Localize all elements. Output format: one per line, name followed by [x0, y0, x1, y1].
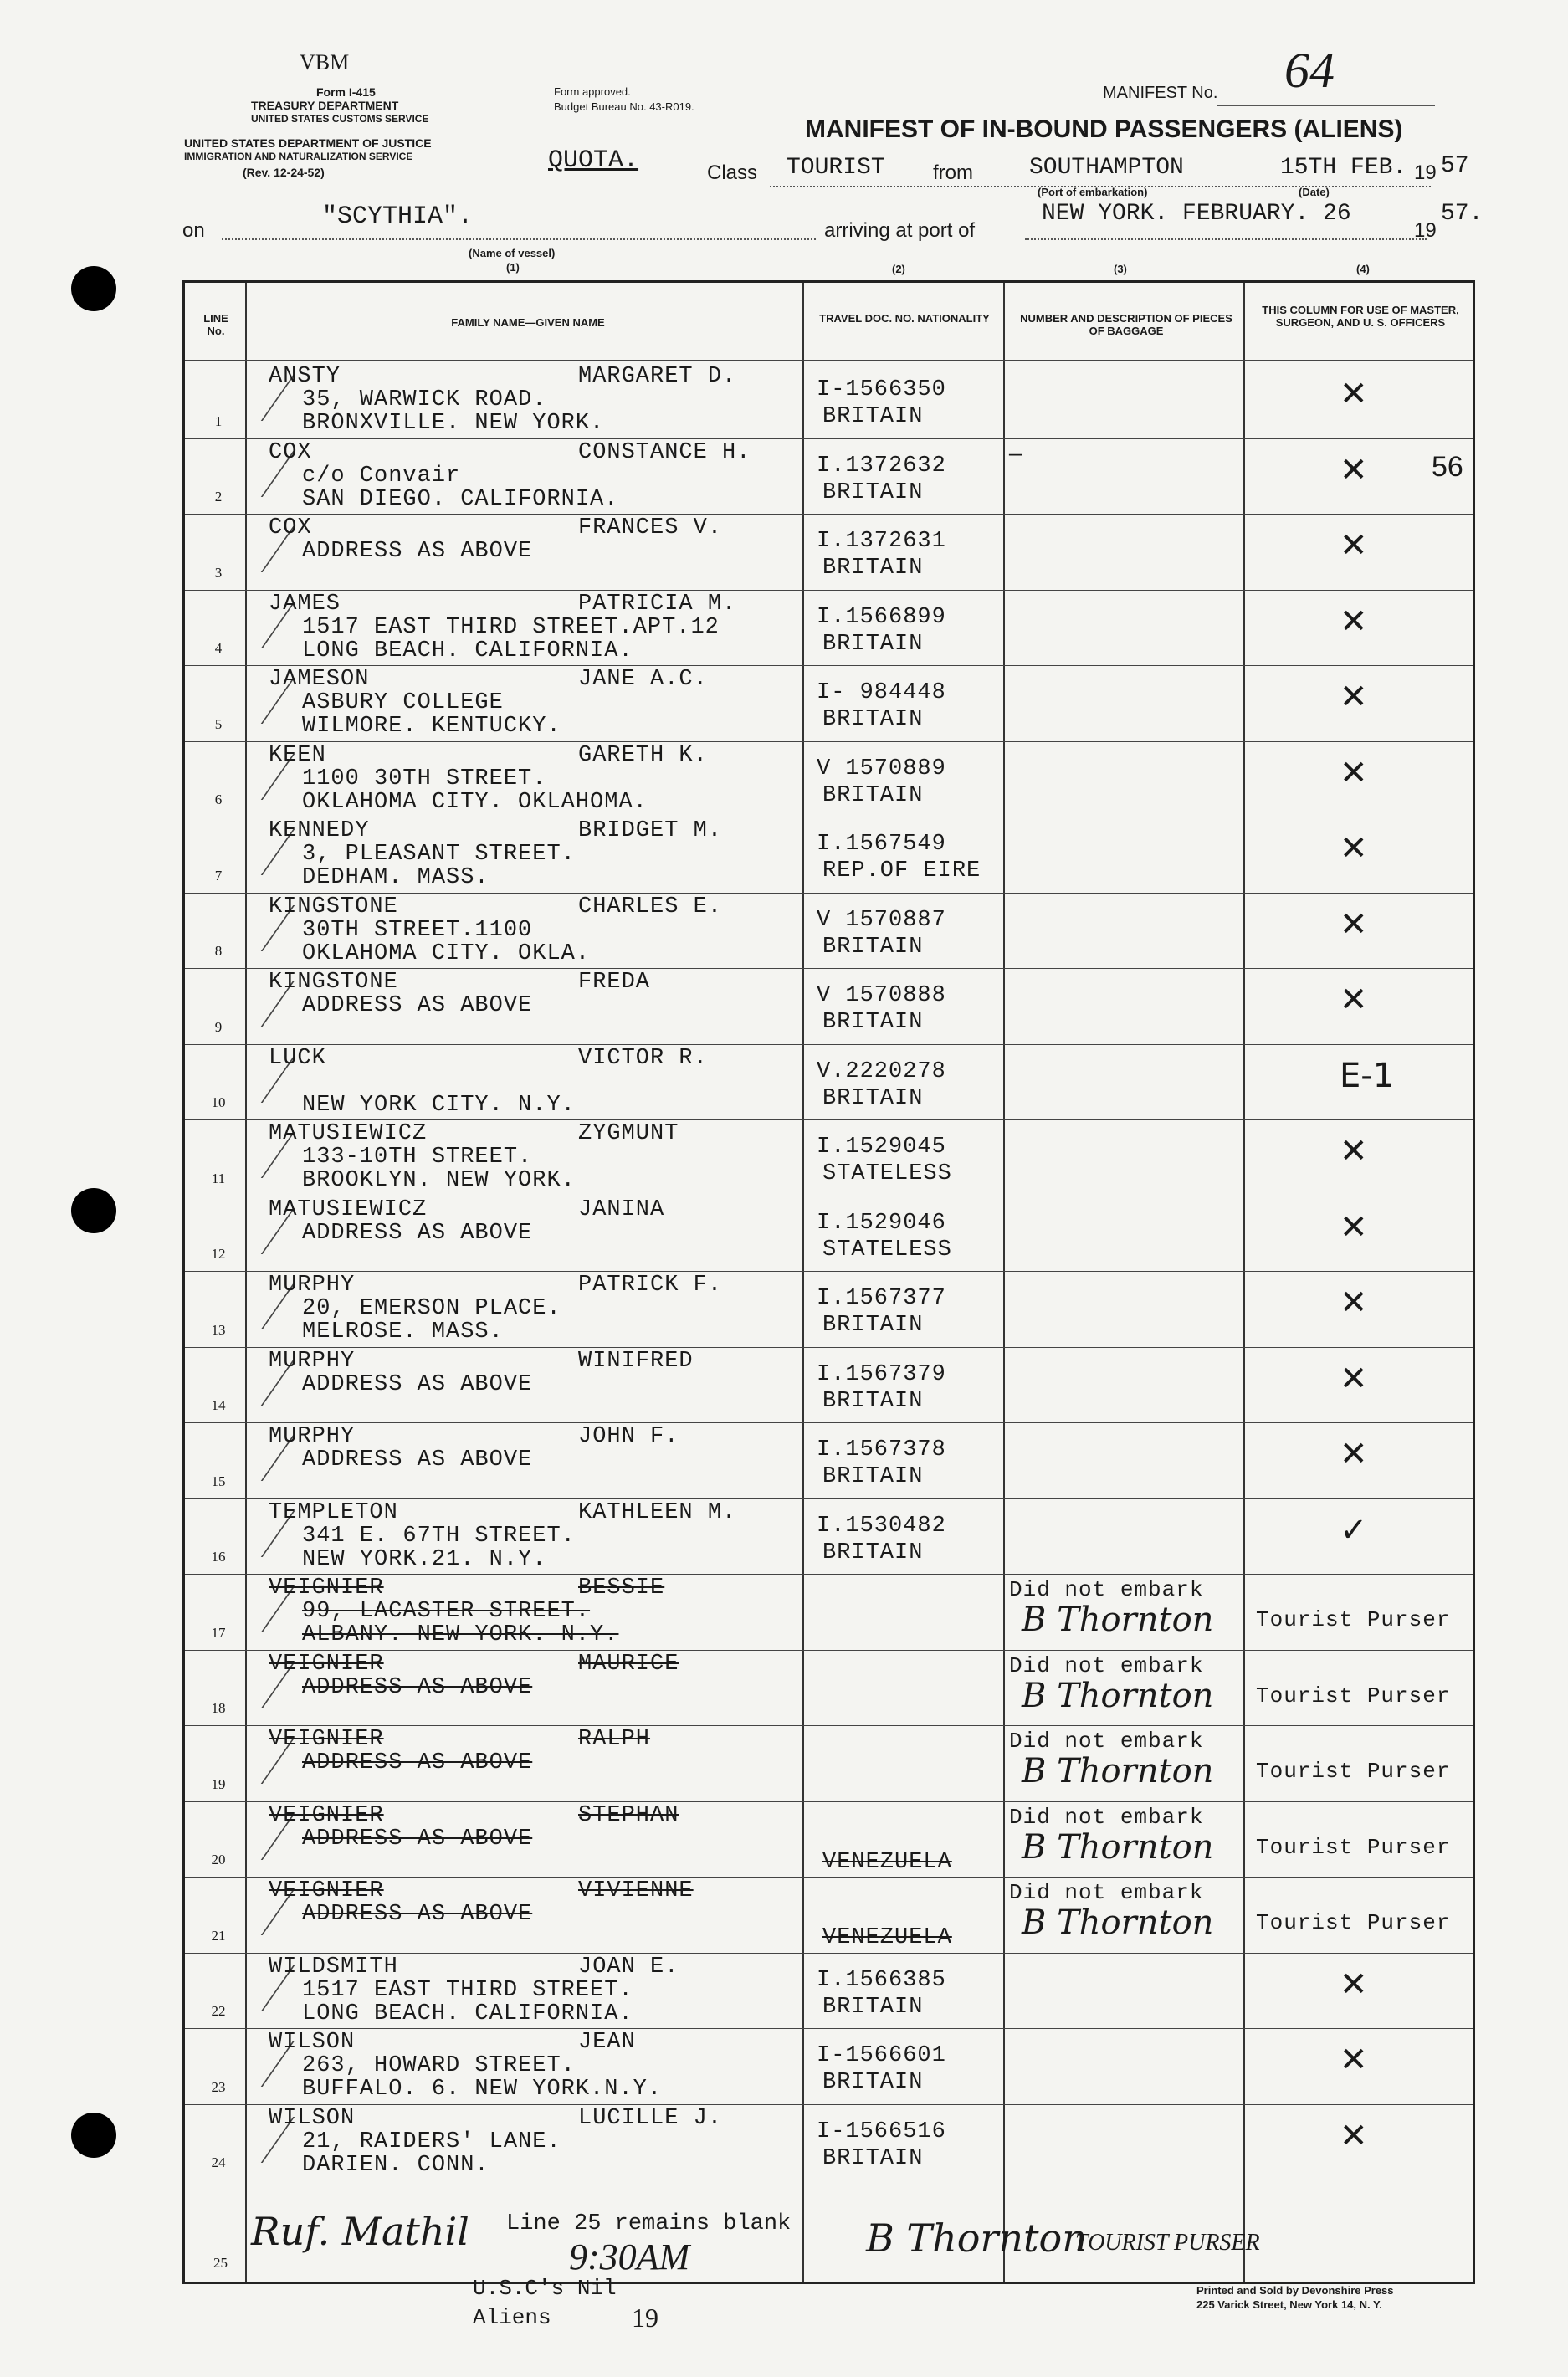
line-number: 9: [214, 1018, 223, 1035]
header-travel-doc: TRAVEL DOC. NO. NATIONALITY: [819, 312, 990, 325]
officer-mark: ✕: [1340, 753, 1368, 792]
header-underline: [185, 360, 1473, 361]
arrival-year-prefix: 19: [1414, 219, 1437, 242]
purser-signature: B Thornton: [1022, 1903, 1214, 1942]
given-name: PATRICIA M.: [578, 591, 737, 617]
given-name: MAURICE: [578, 1651, 679, 1677]
manifest-no-value: 64: [1284, 43, 1335, 98]
dept-customs: UNITED STATES CUSTOMS SERVICE: [251, 113, 429, 125]
travel-doc-number: V 1570889: [817, 756, 946, 781]
family-name: TEMPLETON: [269, 1499, 398, 1525]
officer-mark: Tourist Purser: [1256, 1607, 1451, 1632]
travel-doc-number: I.1567379: [817, 1361, 946, 1387]
col1-caption: (1): [506, 261, 520, 274]
printer-line-2: 225 Varick Street, New York 14, N. Y.: [1196, 2298, 1382, 2311]
officer-mark: ✕: [1340, 450, 1368, 489]
address-line-1: ADDRESS AS ABOVE: [302, 1902, 533, 1927]
from-label: from: [933, 161, 973, 184]
nationality: BRITAIN: [822, 1313, 924, 1338]
line-number: 17: [211, 1624, 226, 1641]
given-name: VIVIENNE: [578, 1878, 694, 1903]
manifest-no-underline: [1217, 105, 1435, 106]
line-number: 1: [214, 412, 223, 429]
address-line-1: 3, PLEASANT STREET.: [302, 842, 576, 867]
family-name: COX: [269, 515, 312, 540]
travel-doc-number: I.1372632: [817, 453, 946, 479]
family-name: VEIGNIER: [269, 1575, 384, 1601]
address-line-1: 1517 EAST THIRD STREET.APT.12: [302, 614, 720, 640]
header-officers: THIS COLUMN FOR USE OF MASTER, SURGEON, AND U. S. OFFICERS: [1262, 304, 1459, 329]
nationality: REP.OF EIRE: [822, 858, 981, 884]
travel-doc-number: I.1372631: [817, 529, 946, 554]
table-row: [185, 1801, 1473, 1878]
family-name: COX: [269, 439, 312, 465]
address-line-2: NEW YORK.21. N.Y.: [302, 1546, 547, 1572]
table-row: [185, 1650, 1473, 1726]
manifest-no-label: MANIFEST No.: [1103, 84, 1218, 102]
nationality: BRITAIN: [822, 1010, 924, 1035]
address-line-2: BROOKLYN. NEW YORK.: [302, 1168, 576, 1193]
family-name: VEIGNIER: [269, 1651, 384, 1677]
line-number: 16: [211, 1549, 226, 1565]
travel-doc-number: I-1566516: [817, 2118, 946, 2144]
family-name: KENNEDY: [269, 818, 370, 843]
line-number: 10: [211, 1094, 226, 1110]
date-caption: (Date): [1299, 186, 1330, 198]
family-name: MURPHY: [269, 1424, 356, 1449]
table-row: [185, 893, 1473, 969]
baggage-note: —: [1009, 441, 1023, 467]
examiner-signature: Ruf. Mathil: [251, 2209, 469, 2254]
family-name: MATUSIEWICZ: [269, 1121, 428, 1146]
table-row: [185, 817, 1473, 893]
table-row: [185, 1877, 1473, 1953]
table-row: [185, 741, 1473, 817]
nationality: BRITAIN: [822, 1539, 924, 1565]
vessel-name: "SCYTHIA".: [322, 202, 474, 231]
address-line-1: 30TH STREET.1100: [302, 917, 533, 943]
address-line-1: 99, LACASTER STREET.: [302, 1599, 591, 1624]
baggage-note: Did not embark: [1009, 1652, 1204, 1678]
travel-doc-number: I.1567378: [817, 1437, 946, 1463]
line-number: 13: [211, 1321, 226, 1338]
dept-treasury: TREASURY DEPARTMENT: [251, 99, 399, 112]
nationality: BRITAIN: [822, 782, 924, 808]
address-line-1: ASBURY COLLEGE: [302, 690, 504, 715]
officer-mark: ✕: [1340, 1132, 1368, 1171]
officer-mark: ✕: [1340, 2116, 1368, 2155]
given-name: BRIDGET M.: [578, 818, 723, 843]
officer-mark: ✓: [1340, 1510, 1368, 1550]
officer-mark: ✕: [1340, 2041, 1368, 2079]
given-name: STEPHAN: [578, 1802, 679, 1828]
purser-signature: B Thornton: [866, 2216, 1087, 2261]
address-line-1: ADDRESS AS ABOVE: [302, 1674, 533, 1700]
travel-doc-number: I.1567549: [817, 832, 946, 857]
printer-line-1: Printed and Sold by Devonshire Press: [1196, 2284, 1394, 2297]
officer-mark: ✕: [1340, 1283, 1368, 1322]
arrival-port-date: NEW YORK. FEBRUARY. 26: [1042, 201, 1351, 227]
family-name: VEIGNIER: [269, 1802, 384, 1828]
family-name: WILDSMITH: [269, 1954, 398, 1980]
officer-mark: ✕: [1340, 981, 1368, 1019]
table-row: [185, 1347, 1473, 1423]
line-25-number: 25: [213, 2255, 228, 2271]
address-line-2: OKLAHOMA CITY. OKLAHOMA.: [302, 789, 648, 815]
address-line-1: ADDRESS AS ABOVE: [302, 1371, 533, 1397]
travel-doc-number: I.1529046: [817, 1210, 946, 1236]
year-suffix: 57: [1441, 153, 1469, 179]
table-row: [185, 1271, 1473, 1347]
nationality: BRITAIN: [822, 479, 924, 505]
family-name: VEIGNIER: [269, 1727, 384, 1752]
address-line-1: 263, HOWARD STREET.: [302, 2053, 576, 2078]
baggage-note: Did not embark: [1009, 1729, 1204, 1754]
nationality: BRITAIN: [822, 2070, 924, 2095]
address-line-1: 1100 30TH STREET.: [302, 766, 547, 791]
baggage-note: Did not embark: [1009, 1804, 1204, 1830]
nationality: STATELESS: [822, 1237, 952, 1263]
officer-mark: Tourist Purser: [1256, 1683, 1451, 1708]
table-row: [185, 968, 1473, 1044]
address-line-2: WILMORE. KENTUCKY.: [302, 714, 561, 739]
manifest-title: MANIFEST OF IN-BOUND PASSENGERS (ALIENS): [805, 115, 1403, 143]
dept-justice: UNITED STATES DEPARTMENT OF JUSTICE: [184, 136, 432, 150]
passenger-table: [182, 263, 1475, 2284]
officer-mark: ✕: [1340, 1965, 1368, 2004]
address-line-2: DEDHAM. MASS.: [302, 865, 489, 890]
line-number: 8: [214, 943, 223, 959]
purser-signature: B Thornton: [1022, 1827, 1214, 1867]
address-line-1: 20, EMERSON PLACE.: [302, 1296, 561, 1321]
family-name: JAMES: [269, 591, 341, 617]
family-name: KINGSTONE: [269, 894, 398, 920]
form-number: Form I-415: [316, 85, 376, 99]
aliens-count: 19: [632, 2303, 658, 2333]
address-line-1: ADDRESS AS ABOVE: [302, 993, 533, 1018]
officer-mark: ✕: [1340, 375, 1368, 413]
arrival-year: 57.: [1441, 201, 1483, 227]
line-number: 5: [214, 715, 223, 732]
nationality: BRITAIN: [822, 707, 924, 732]
officer-mark: ✕: [1340, 1207, 1368, 1247]
given-name: WINIFRED: [578, 1348, 694, 1374]
given-name: JOAN E.: [578, 1954, 679, 1980]
travel-doc-number: I.1567377: [817, 1286, 946, 1311]
family-name: WILSON: [269, 2105, 356, 2131]
officer-mark: ✕: [1340, 678, 1368, 716]
table-row: [185, 438, 1473, 515]
officer-mark: ✕: [1340, 1359, 1368, 1398]
line-number: 6: [214, 791, 223, 807]
on-label: on: [182, 219, 205, 242]
budget-bureau: Budget Bureau No. 43-R019.: [554, 100, 694, 113]
given-name: CHARLES E.: [578, 894, 723, 920]
dept-immigration: IMMIGRATION AND NATURALIZATION SERVICE: [184, 151, 413, 162]
nationality: BRITAIN: [822, 2145, 924, 2171]
travel-doc-number: I- 984448: [817, 680, 946, 705]
line-25-note: Line 25 remains blank: [506, 2211, 792, 2236]
address-line-2: NEW YORK CITY. N.Y.: [302, 1092, 576, 1118]
officer-mark: Tourist Purser: [1256, 1910, 1451, 1935]
travel-doc-number: I.1530482: [817, 1513, 946, 1539]
table-row: [185, 1953, 1473, 2029]
address-line-2: SAN DIEGO. CALIFORNIA.: [302, 486, 619, 512]
given-name: VICTOR R.: [578, 1045, 708, 1071]
nationality: BRITAIN: [822, 556, 924, 581]
class-value: TOURIST: [787, 155, 885, 181]
given-name: JANINA: [578, 1196, 665, 1222]
officer-mark: E-1: [1340, 1056, 1395, 1095]
col-number-3: (3): [1114, 263, 1127, 275]
address-line-2: ALBANY. NEW YORK. N.Y.: [302, 1622, 619, 1647]
line-number: 2: [214, 489, 223, 505]
line-number: 20: [211, 1852, 226, 1867]
line-number: 11: [211, 1170, 226, 1186]
table-row: [185, 1119, 1473, 1196]
line-number: 4: [214, 640, 223, 656]
travel-doc-number: V 1570888: [817, 983, 946, 1008]
purser-signature: B Thornton: [1022, 1752, 1214, 1790]
travel-doc-number: I-1566601: [817, 2043, 946, 2068]
officer-mark: Tourist Purser: [1256, 1759, 1451, 1784]
nationality: BRITAIN: [822, 1464, 924, 1489]
table-row: [185, 665, 1473, 741]
line-number: 18: [211, 1700, 226, 1716]
address-line-1: 133-10TH STREET.: [302, 1145, 533, 1170]
baggage-note: Did not embark: [1009, 1880, 1204, 1905]
usc-count: U.S.C's Nil: [473, 2276, 617, 2301]
given-name: LUCILLE J.: [578, 2105, 723, 2131]
given-name: FREDA: [578, 970, 651, 995]
given-name: JOHN F.: [578, 1424, 679, 1449]
table-row: [185, 362, 1473, 438]
address-line-1: 341 E. 67TH STREET.: [302, 1523, 576, 1549]
line-number: 19: [211, 1775, 226, 1792]
given-name: PATRICK F.: [578, 1273, 723, 1298]
officer-note: 56: [1432, 450, 1463, 483]
address-line-2: OKLAHOMA CITY. OKLA.: [302, 940, 591, 966]
port-of-embarkation: SOUTHAMPTON: [1029, 155, 1184, 181]
given-name: GARETH K.: [578, 742, 708, 768]
travel-doc-number: V 1570887: [817, 907, 946, 933]
baggage-note: Did not embark: [1009, 1577, 1204, 1602]
family-name: KINGSTONE: [269, 970, 398, 995]
table-row: [185, 1422, 1473, 1498]
address-line-1: ADDRESS AS ABOVE: [302, 1447, 533, 1473]
vbm-mark: VBM: [300, 50, 350, 74]
family-name: LUCK: [269, 1045, 326, 1071]
officer-mark: ✕: [1340, 829, 1368, 868]
address-line-1: ADDRESS AS ABOVE: [302, 1220, 533, 1246]
arriving-label: arriving at port of: [824, 219, 976, 242]
header-line-no: LINE No.: [203, 312, 228, 337]
family-name: MURPHY: [269, 1273, 356, 1298]
family-name: MATUSIEWICZ: [269, 1196, 428, 1222]
family-name: WILSON: [269, 2030, 356, 2055]
address-line-1: c/o Convair: [302, 463, 461, 489]
address-line-2: BUFFALO. 6. NEW YORK.N.Y.: [302, 2077, 663, 2102]
quota-label: QUOTA.: [548, 146, 639, 175]
col-number-2: (2): [892, 263, 905, 275]
table-row: [185, 1498, 1473, 1575]
given-name: MARGARET D.: [578, 364, 737, 389]
address-line-1: ADDRESS AS ABOVE: [302, 1750, 533, 1775]
aliens-label: Aliens: [473, 2305, 551, 2330]
given-name: JEAN: [578, 2030, 636, 2055]
address-line-2: BRONXVILLE. NEW YORK.: [302, 411, 605, 436]
officer-mark: ✕: [1340, 904, 1368, 944]
given-name: BESSIE: [578, 1575, 665, 1601]
nationality: BRITAIN: [822, 1994, 924, 2020]
vessel-caption: (Name of vessel): [469, 247, 556, 259]
officer-mark: ✕: [1340, 602, 1368, 641]
nationality: BRITAIN: [822, 1085, 924, 1111]
purser-signature: B Thornton: [1022, 1601, 1214, 1639]
address-line-1: 1517 EAST THIRD STREET.: [302, 1977, 633, 2003]
address-line-1: ADDRESS AS ABOVE: [302, 539, 533, 564]
line-number: 23: [211, 2078, 226, 2095]
nationality: STATELESS: [822, 1161, 952, 1186]
family-name: ANSTY: [269, 364, 341, 389]
address-line-2: DARIEN. CONN.: [302, 2152, 489, 2178]
vessel-line: [222, 238, 816, 240]
port-caption: (Port of embarkation): [1038, 186, 1148, 198]
nationality: VENEZUELA: [822, 1849, 952, 1875]
nationality: BRITAIN: [822, 631, 924, 657]
address-line-1: 35, WARWICK ROAD.: [302, 387, 547, 412]
travel-doc-number: I-1566350: [817, 377, 946, 402]
address-line-1: 21, RAIDERS' LANE.: [302, 2129, 561, 2154]
nationality: BRITAIN: [822, 1388, 924, 1414]
travel-doc-number: I.1566899: [817, 604, 946, 630]
table-row: [185, 590, 1473, 666]
line-number: 24: [211, 2154, 226, 2170]
table-row: [185, 2028, 1473, 2104]
given-name: FRANCES V.: [578, 515, 723, 540]
embarkation-date: 15TH FEB.: [1280, 155, 1407, 181]
given-name: JANE A.C.: [578, 667, 708, 692]
line-number: 21: [211, 1927, 226, 1944]
inspection-time: 9:30AM: [569, 2236, 690, 2277]
line-number: 22: [211, 2003, 226, 2019]
purser-signature: B Thornton: [1022, 1676, 1214, 1715]
line-number: 14: [211, 1397, 226, 1413]
family-name: KEEN: [269, 742, 326, 768]
line-number: 15: [211, 1473, 226, 1489]
class-label: Class: [707, 161, 758, 184]
line-number: 7: [214, 867, 223, 884]
table-row: [185, 1725, 1473, 1801]
table-row: [185, 1574, 1473, 1650]
table-row: [185, 514, 1473, 590]
punch-hole-middle: [71, 1188, 116, 1233]
header-baggage: NUMBER AND DESCRIPTION OF PIECES OF BAGGAGE: [1020, 312, 1232, 337]
punch-hole-bottom: [71, 2113, 116, 2158]
col-number-4: (4): [1356, 263, 1370, 275]
family-name: JAMESON: [269, 667, 370, 692]
address-line-2: MELROSE. MASS.: [302, 1319, 504, 1345]
nationality: BRITAIN: [822, 404, 924, 429]
table-row: [185, 1196, 1473, 1272]
table-row: [185, 1044, 1473, 1120]
revision: (Rev. 12-24-52): [243, 166, 325, 179]
header-name: FAMILY NAME—GIVEN NAME: [451, 316, 605, 329]
form-approved: Form approved.: [554, 85, 631, 98]
officer-mark: ✕: [1340, 526, 1368, 565]
purser-signoff: TOURIST PURSER: [1075, 2230, 1260, 2256]
nationality: BRITAIN: [822, 934, 924, 960]
given-name: ZYGMUNT: [578, 1121, 679, 1146]
officer-mark: Tourist Purser: [1256, 1834, 1451, 1860]
travel-doc-number: I.1566385: [817, 1967, 946, 1993]
family-name: MURPHY: [269, 1348, 356, 1374]
given-name: RALPH: [578, 1727, 651, 1752]
travel-doc-number: I.1529045: [817, 1135, 946, 1160]
table-row: [185, 2104, 1473, 2180]
punch-hole-top: [71, 266, 116, 311]
address-line-2: LONG BEACH. CALIFORNIA.: [302, 2000, 633, 2026]
address-line-2: LONG BEACH. CALIFORNIA.: [302, 638, 633, 663]
arrival-line: [1025, 238, 1427, 240]
family-name: VEIGNIER: [269, 1878, 384, 1903]
nationality: VENEZUELA: [822, 1925, 952, 1950]
address-line-1: ADDRESS AS ABOVE: [302, 1826, 533, 1852]
travel-doc-number: V.2220278: [817, 1058, 946, 1084]
line-number: 3: [214, 564, 223, 581]
given-name: KATHLEEN M.: [578, 1499, 737, 1525]
officer-mark: ✕: [1340, 1435, 1368, 1473]
given-name: CONSTANCE H.: [578, 439, 751, 465]
year-prefix: 19: [1414, 161, 1437, 184]
line-number: 12: [211, 1246, 226, 1262]
